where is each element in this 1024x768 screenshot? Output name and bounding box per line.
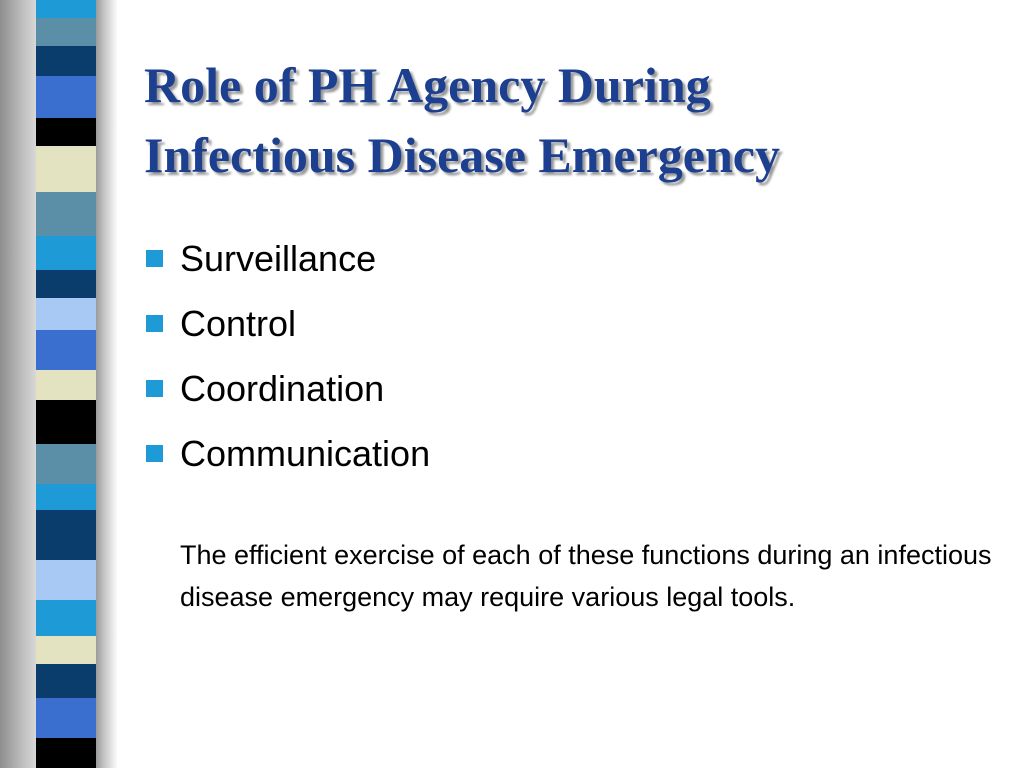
stripe-band — [36, 192, 96, 236]
stripe-band — [36, 600, 96, 636]
stripe-band — [36, 298, 96, 330]
bullet-item — [146, 421, 430, 486]
stripe-band — [36, 236, 96, 270]
title-line-1: Role of PH Agency During — [144, 57, 711, 113]
stripe-band — [36, 636, 96, 664]
decorative-stripe-column — [0, 0, 100, 768]
stripe-band — [36, 118, 96, 146]
bullet-text: Coordination — [180, 367, 385, 409]
bullet-text: Control — [180, 302, 297, 344]
stripe-band — [36, 76, 96, 118]
stripe-band — [36, 510, 96, 560]
stripe-band — [36, 270, 96, 298]
bullet-list — [146, 226, 430, 486]
stripe-band — [36, 560, 96, 600]
stripe-shadow — [96, 0, 118, 768]
stripe-band — [36, 46, 96, 76]
stripe-band — [36, 370, 96, 400]
square-bullet-icon — [146, 380, 163, 397]
stripe-bands — [36, 0, 96, 768]
stripe-band — [36, 330, 96, 370]
bullet-text: Communication — [180, 432, 431, 474]
square-bullet-icon — [146, 315, 163, 332]
stripe-band — [36, 444, 96, 484]
body-note: The efficient exercise of each of these functions during an infectious disease emergency may require various legal tools. — [180, 540, 992, 612]
title-line-2: Infectious Disease Emergency — [144, 127, 780, 183]
stripe-band — [36, 0, 96, 18]
stripe-band — [36, 738, 96, 768]
stripe-band — [36, 698, 96, 738]
square-bullet-icon — [146, 250, 163, 267]
stripe-band — [36, 400, 96, 444]
bullet-text: Surveillance — [180, 237, 377, 279]
stripe-band — [36, 146, 96, 192]
square-bullet-icon — [146, 445, 163, 462]
slide-title — [144, 50, 1004, 190]
stripe-band — [36, 484, 96, 510]
stripe-shading — [0, 0, 36, 768]
bullet-item — [146, 226, 430, 291]
bullet-item — [146, 291, 430, 356]
stripe-band — [36, 664, 96, 698]
stripe-band — [36, 18, 96, 46]
bullet-item — [146, 356, 430, 421]
